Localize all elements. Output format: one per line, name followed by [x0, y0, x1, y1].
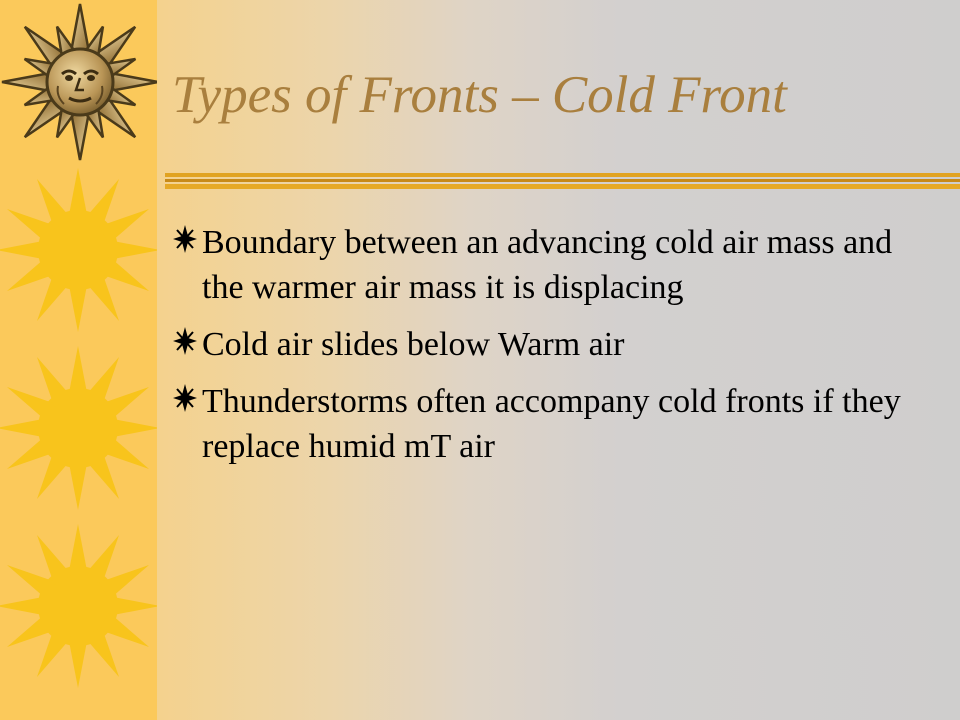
four-point-star-icon [172, 224, 198, 254]
bullet-list [172, 220, 932, 481]
sun-icon [0, 346, 157, 510]
bullet-item [172, 220, 932, 310]
four-point-star-icon [172, 326, 198, 356]
bullet-text: Thunderstorms often accompany cold fronts if they replace humid mT air [202, 383, 901, 465]
bullet-text: Boundary between an advancing cold air mass and the warmer air mass it is displacing [202, 224, 893, 306]
sun-icon [0, 524, 157, 688]
sidebar-sun-decorations [0, 0, 157, 720]
bullet-item [172, 322, 932, 367]
decorative-sidebar [0, 0, 157, 720]
slide-title: Types of Fronts – Cold Front [172, 66, 787, 124]
title-divider [165, 172, 960, 192]
bullet-text: Cold air slides below Warm air [202, 326, 625, 363]
sun-icon [0, 168, 157, 332]
four-point-star-icon [172, 383, 198, 413]
sun-face-icon [2, 4, 157, 160]
bullet-item [172, 379, 932, 469]
